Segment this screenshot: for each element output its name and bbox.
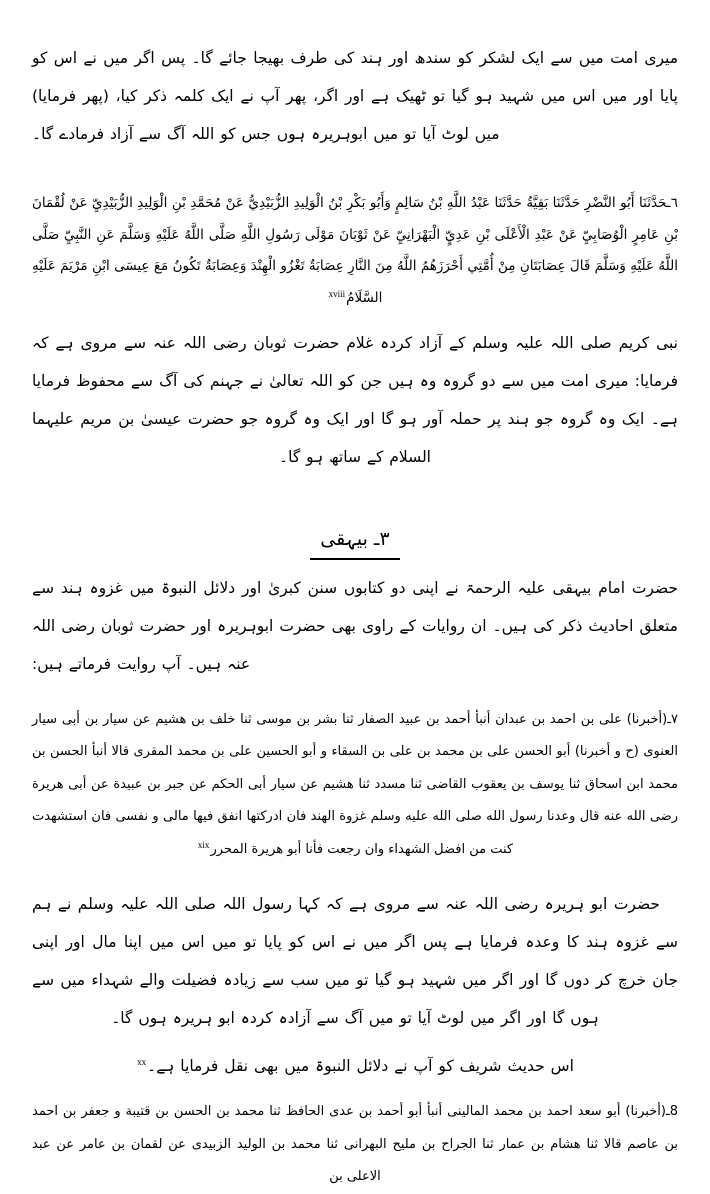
spacer [32,315,678,325]
dalail-note-text: اس حدیث شریف کو آپ نے دلائل النبوۃ میں بھی نقل فرمایا ہے۔ [147,1057,574,1076]
hadith-6-translation-paragraph: نبی کریم صلی اللہ علیہ وسلم کے آزاد کردہ غلام حضرت ثوبان رضی اللہ عنہ سے مروی ہے کہ فرمایا: میری امت میں سے دو گروہ وہ ہیں جن کو اللہ تعالیٰ نے جہنم کی آگ سے محفوظ فرمایا ہے۔ ایک وہ گروہ جو ہند پر حملہ آور ہو گا اور ایک وہ گروہ جو حضرت عیسیٰ بن مریم علیہما السلام کے ساتھ ہو گا۔ [32,333,678,466]
intro-translation-paragraph: میری امت میں سے ایک لشکر کو سندھ اور ہند کی طرف بھیجا جائے گا۔ پس اگر میں نے اس کو پایا اور میں اس میں شہید ہو گیا تو ٹھیک ہے اور اگر، پھر آپ نے ایک کلمہ ذکر کیا، (پھر فرمایا) میں لوٹ آیا تو میں ابوہریرہ ہوں جس کو اللہ آگ سے آزاد فرمادے گا۔ [32,49,678,143]
hadith-7-block [32,704,678,867]
hadith-8-text: (أخبرنا) أبو سعد احمد بن محمد المالینی أنبأ أبو أحمد بن عدی الحافظ ثنا محمد بن الحسن بن قتیبة و جعفر بن احمد بن عاصم قالا ثنا هشام بن عمار ثنا الجراح بن ملیح البهرانی ثنا محمد بن الولید الزبیدی عن لقمان بن عامر عن عبد الاعلی بن [32,1104,678,1185]
hadith-7-number: ٧ـ [667,711,678,727]
spacer [32,560,678,570]
hadith-7-text: (أخبرنا) علی بن احمد بن عبدان أنبأ أحمد بن عبید الصفار ثنا بشر بن موسی ثنا خلف بن هشیم عن سیار بن أبی سیار العنوی (ح و أخبرنا) أبو الحسن علی بن محمد بن علی بن السقاء و أبو الحسین علی بن محمد المقری قالا أنبأ الحسن بن محمد ابن اسحاق ثنا یوسف بن یعقوب القاضی ثنا مسدد ثنا هشیم عن سیار أبی الحکم عن جبر بن عبیدة عن أبی هریرة رضی الله عنه قال وعدنا رسول الله صلی الله علیه وسلم غزوة الهند فان ادرکتها انفق فیها مالی و نفسی فان استشهدت کنت من افضل الشهداء وان رجعت فأنا أبو هریرة المحرر [32,711,678,857]
footnote-marker-xviii: xviii [328,288,346,299]
section-heading-container [32,523,678,560]
bayhaqi-intro-paragraph: حضرت امام بیہقی علیہ الرحمۃ نے اپنی دو کتابوں سنن کبریٰ اور دلائل النبوۃ میں غزوہ ہند سے متعلق احادیث ذکر کی ہیں۔ ان روایات کے راوی بھی حضرت ابوہریرہ اور حضرت ثوبان رضی اللہ عنہ ہیں۔ آپ روایت فرماتے ہیں: [32,578,678,673]
dalail-nubuwwah-note [32,1048,678,1086]
hadith-6-text: حَدَّثَنَا أَبُو النَّضْرِ حَدَّثَنَا بَقِيَّةُ حَدَّثَنَا عَبْدُ اللَّهِ بْنُ سَالِمٍ وَأَبُو بَكْرِ بْنُ الْوَلِيدِ الزُّبَيْدِيُّ عَنْ مُحَمَّدِ بْنِ الْوَلِيدِ الزُّبَيْدِيِّ عَنْ لُقْمَانَ بْنِ عَامِرٍ الْوُصَابِيِّ عَنْ عَبْدِ الْأَعْلَى بْنِ عَدِيٍّ الْبَهْرَانِيِّ عَنْ ثَوْبَانَ مَوْلَى رَسُولِ اللَّهِ صَلَّى اللَّهُ عَلَيْهِ وَسَلَّمَ عَنِ النَّبِيِّ صَلَّى اللَّهُ عَلَيْهِ وَسَلَّمَ قَالَ عِصَابَتَانِ مِنْ أُمَّتِي أَحْرَزَهُمُ اللَّهُ مِنَ النَّارِ عِصَابَةٌ تَغْزُو الْهِنْدَ وَعِصَابَةٌ تَكُونُ مَعَ عِيسَى ابْنِ مَرْيَمَ عَلَيْهِ السَّلَامُ [32,194,678,307]
spacer [32,684,678,704]
spacer [32,1086,678,1096]
footnote-marker-xix: xix [197,839,210,850]
hadith-6-number: ٦ـ [666,194,678,211]
page-content [32,40,678,1194]
hadith-8-block [32,1096,678,1194]
footnote-marker-xx: xx [137,1057,147,1068]
spacer [32,477,678,523]
spacer [32,154,678,188]
hadith-7-translation-paragraph: حضرت ابو ہریرہ رضی اللہ عنہ سے مروی ہے کہ کہا رسول اللہ صلی اللہ علیہ وسلم نے ہم سے غزوہ ہند کا وعدہ فرمایا ہے پس اگر میں نے اس کو پایا تو میں اس میں اپنا مال اور اپنی جان خرچ کر دوں گا اور اگر میں شہید ہو گیا تو میں سب سے زیادہ فضیلت والے شہداء میں سے ہوں گا اور اگر میں لوٹ آیا تو میں آگ سے آزادہ کردہ ابو ہریرہ ہوں گا۔ [32,895,678,1028]
hadith-6-block [32,188,678,315]
hadith-8-number: 8ـ [665,1104,678,1120]
spacer [32,866,678,886]
spacer [32,1038,678,1048]
section-heading-bayhaqi: ٣ـ بیہقی [310,523,399,560]
